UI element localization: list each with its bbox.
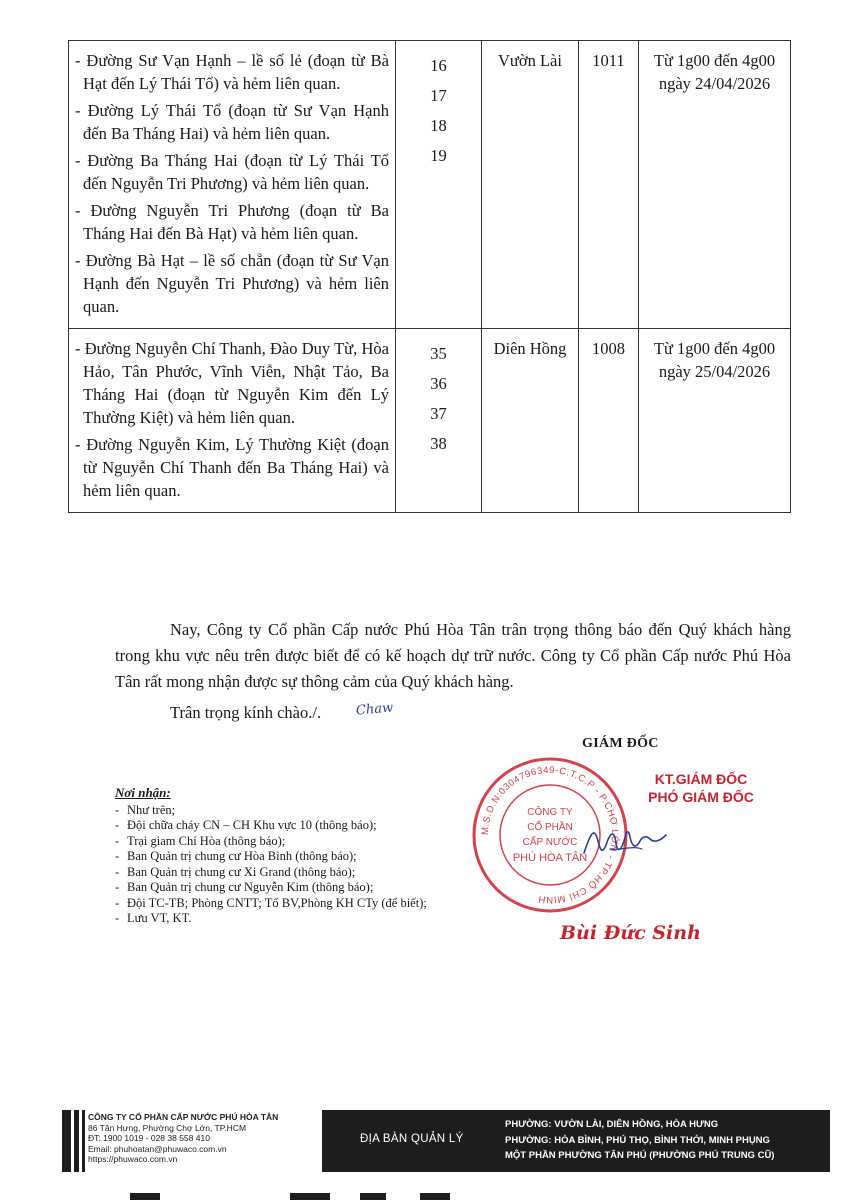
footer-address: 86 Tân Hưng, Phường Chợ Lớn, TP.HCM (88, 1122, 247, 1133)
street-item: - Đường Ba Tháng Hai (đoạn từ Lý Thái Tổ đến Nguyễn Tri Phương) và hẻm liên quan. (75, 151, 389, 193)
recipients-list (115, 803, 427, 927)
handwritten-initials: Chaw (355, 700, 394, 719)
director-title: GIÁM ĐỐC (582, 736, 659, 751)
number-item: 17 (430, 86, 447, 105)
closing-greeting: Trân trọng kính chào./. (170, 703, 322, 722)
recipient-item: - Đội chữa cháy CN – CH Khu vực 10 (thông báo); (115, 818, 427, 834)
footer-phone: ĐT: 1900 1019 - 028 38 558 410 (88, 1133, 210, 1143)
recipient-item: - Lưu VT, KT. (115, 911, 427, 927)
code-cell: 1008 (579, 329, 639, 513)
service-area-panel (322, 1110, 830, 1172)
outage-schedule-table (68, 40, 791, 513)
recipient-item: - Ban Quản trị chung cư Hòa Bình (thông báo); (115, 849, 427, 865)
footer-tail-bar (290, 1193, 330, 1200)
time-cell: Từ 1g00 đến 4g00 ngày 24/04/2026 (639, 41, 791, 329)
recipient-item: - Đội TC-TB; Phòng CNTT; Tổ BV,Phòng KH CTy (để biết); (115, 896, 427, 912)
recipient-item: - Ban Quản trị chung cư Xi Grand (thông báo); (115, 865, 427, 881)
street-item: - Đường Nguyễn Chí Thanh, Đào Duy Từ, Hòa Hảo, Tân Phước, Vĩnh Viễn, Nhật Tảo, Ba Tháng Hai (đoạn từ Nguyễn Kim đến Lý Thường Kiệt) và hẻm liên quan. (75, 339, 389, 427)
number-item: 35 (430, 344, 447, 363)
wards-line-3: MỘT PHẦN PHƯỜNG TÂN PHÚ (PHƯỜNG PHÚ TRUNG CŨ) (505, 1150, 775, 1161)
table-row (69, 329, 791, 513)
numbers-cell (396, 41, 482, 329)
kt-director-label: KT.GIÁM ĐỐC (654, 771, 748, 787)
number-item: 19 (430, 146, 447, 165)
street-item: - Đường Nguyễn Tri Phương (đoạn từ Ba Tháng Hai đến Bà Hạt) và hẻm liên quan. (75, 201, 389, 243)
footer-website: https://phuwaco.com.vn (88, 1154, 178, 1164)
recipient-item: - Trại giam Chí Hòa (thông báo); (115, 834, 427, 850)
street-item: - Đường Nguyễn Kim, Lý Thường Kiệt (đoạn từ Nguyễn Chí Thanh đến Ba Tháng Hai) và hẻm liên quan. (75, 435, 389, 500)
footer-tail-bar (360, 1193, 386, 1200)
code-cell: 1011 (579, 41, 639, 329)
wards-line-2: PHƯỜNG: HÒA BÌNH, PHÚ THỌ, BÌNH THỚI, MINH PHỤNG (505, 1134, 770, 1146)
number-item: 36 (430, 374, 447, 393)
streets-cell (69, 41, 396, 329)
footer-email: Email: phuhoatan@phuwaco.com.vn (88, 1143, 227, 1154)
time-cell: Từ 1g00 đến 4g00 ngày 25/04/2026 (639, 329, 791, 513)
street-item: - Đường Bà Hạt – lề số chẵn (đoạn từ Sư Vạn Hạnh đến Nguyễn Tri Phương) và hẻm liên quan. (75, 251, 389, 316)
footer-tail-bar (420, 1193, 450, 1200)
streets-cell (69, 329, 396, 513)
stamp-center-line: PHÚ HÒA TÂN (512, 852, 588, 864)
deputy-director-title (641, 770, 761, 806)
deputy-director-label: PHÓ GIÁM ĐỐC (648, 789, 754, 805)
wards-line-1: PHƯỜNG: VƯỜN LÀI, DIÊN HỒNG, HÒA HƯNG (505, 1119, 719, 1130)
ward-cell: Diên Hồng (482, 329, 579, 513)
service-area-label: ĐỊA BÀN QUẢN LÝ (360, 1133, 464, 1145)
recipient-item: - Như trên; (115, 803, 427, 819)
stamp-center-line: CÔNG TY (527, 807, 573, 818)
number-item: 37 (430, 404, 447, 423)
ward-cell: Vườn Lài (482, 41, 579, 329)
numbers-cell (396, 329, 482, 513)
table-row (69, 41, 791, 329)
letterhead-footer (62, 1110, 830, 1172)
footer-bars-graphic (62, 1110, 88, 1172)
recipients-block (115, 785, 427, 927)
handwritten-signature (580, 815, 670, 870)
number-item: 18 (430, 116, 447, 135)
street-item: - Đường Sư Vạn Hạnh – lề số lẻ (đoạn từ Bà Hạt đến Lý Thái Tổ) và hẻm liên quan. (75, 51, 389, 93)
footer-company-name: CÔNG TY CỔ PHẦN CẤP NƯỚC PHÚ HÒA TÂN (88, 1112, 279, 1122)
svg-text:M.S.D.N:0304796349-C.T.C.P - P: M.S.D.N:0304796349-C.T.C.P - P.CHỢ LỚN - TP.HỒ CHÍ MINH (479, 764, 621, 906)
signer-name: Bùi Đức Sinh (560, 922, 701, 944)
street-item: - Đường Lý Thái Tổ (đoạn từ Sư Vạn Hạnh đến Ba Tháng Hai) và hẻm liên quan. (75, 101, 389, 143)
stamp-center-line: CỔ PHẦN (527, 822, 573, 833)
stamp-center-line: CẤP NƯỚC (522, 837, 578, 848)
notice-paragraph: Nay, Công ty Cổ phần Cấp nước Phú Hòa Tân trân trọng thông báo đến Quý khách hàng trong khu vực nêu trên được biết để có kế hoạch dự trữ nước. Công ty Cổ phần Cấp nước Phú Hòa Tân rất mong nhận được sự thông cảm của Quý khách hàng. (115, 620, 791, 691)
recipients-title: Nơi nhận: (115, 785, 171, 800)
company-contact (88, 1112, 278, 1165)
number-item: 16 (430, 56, 447, 75)
service-wards (505, 1117, 774, 1164)
recipient-item: - Ban Quản trị chung cư Nguyễn Kim (thông báo); (115, 880, 427, 896)
number-item: 38 (430, 434, 447, 453)
footer-tail-bar (130, 1193, 160, 1200)
